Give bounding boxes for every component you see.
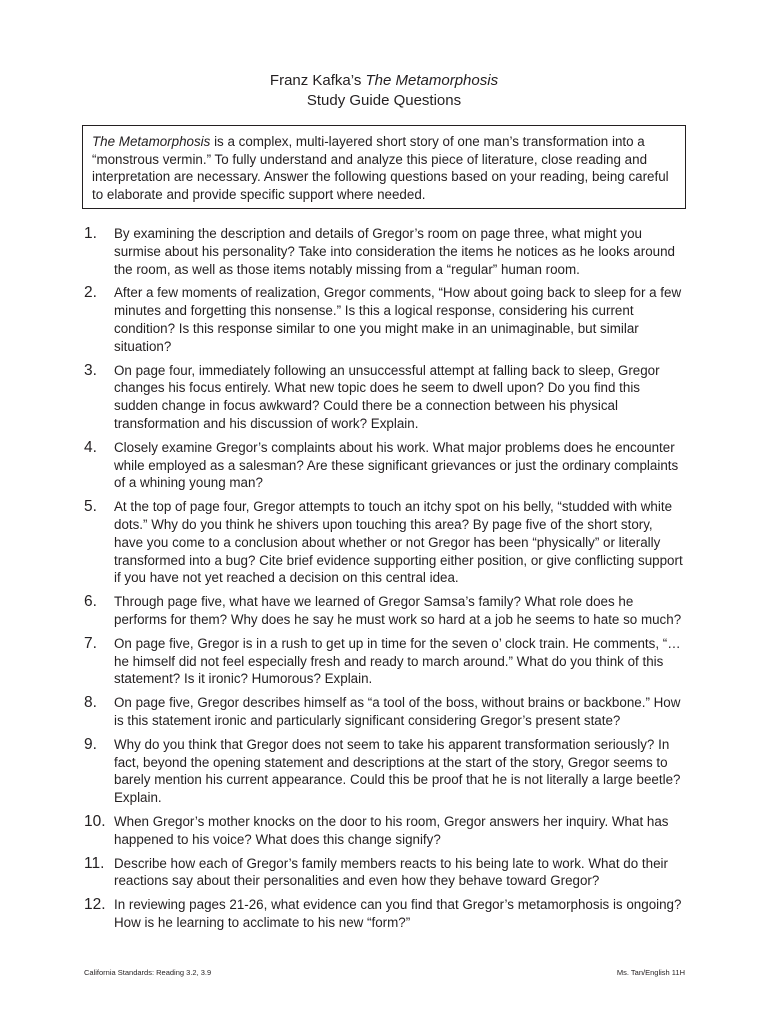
intro-work-title: The Metamorphosis <box>92 134 211 149</box>
question-text: Describe how each of Gregor’s family members reacts to his being late to work. What do their reactions say about their personalities and even how they behave toward Gregor? <box>114 855 668 889</box>
question-number: 8. <box>84 694 97 712</box>
footer-standards: California Standards: Reading 3.2, 3.9 <box>84 968 212 977</box>
question-text: When Gregor’s mother knocks on the door to his room, Gregor answers her inquiry. What has happened to his voice? What does this change signify? <box>114 813 669 847</box>
question-item <box>84 896 684 932</box>
intro-text: is a complex, multi-layered short story of one man’s transformation into a “monstrous vermin.” To fully understand and analyze this piece of literature, close reading and interpretation are necessary. Answer the following questions based on your reading, being careful to elaborate and provide specific support where needed. <box>92 134 669 202</box>
page-subtitle: Study Guide Questions <box>306 92 462 109</box>
question-text: On page four, immediately following an unsuccessful attempt at falling back to sleep, Gregor changes his focus entirely. What new topic does he seem to dwell upon? Do you find this sudden change in focus awkward? Could there be a connection between his physical transformation and his discussion of work? Explain. <box>114 362 660 431</box>
question-number: 12. <box>84 896 106 914</box>
question-text: On page five, Gregor is in a rush to get up in time for the seven o’ clock train. He comments, “…he himself did not feel especially fresh and ready to march around.” What do you think of this statement? Is it ironic? Humorous? Explain. <box>114 635 681 687</box>
intro-box <box>82 125 686 209</box>
question-item <box>84 694 684 730</box>
question-text: By examining the description and details of Gregor’s room on page three, what might you surmise about his personality? Take into consideration the items he notices as he looks around the room, as well as those items notably missing from a “regular” human room. <box>114 226 675 277</box>
question-text: At the top of page four, Gregor attempts to touch an itchy spot on his belly, “studded with white dots.” Why do you think he shivers upon touching this area? By page five of the short story, have you come to a conclusion about whether or not Gregor has been “physically” or literally transformed into a bug? Cite brief evidence supporting either position, or give conflicting support if you have not yet reached a decision on this central idea. <box>114 499 683 586</box>
question-item <box>84 593 684 629</box>
question-text: After a few moments of realization, Gregor comments, “How about going back to sleep for a few minutes and forgetting this nonsense.” Is this a logical response, considering his current condition? Is this response similar to one you might make in an unimaginable, but similar situation? <box>114 285 682 354</box>
question-number: 5. <box>84 498 97 516</box>
question-item <box>84 362 684 433</box>
question-number: 10. <box>84 812 106 830</box>
question-number: 11. <box>84 854 105 872</box>
question-number: 2. <box>84 284 97 302</box>
question-number: 1. <box>84 225 97 242</box>
footer-teacher: Ms. Tan/English 11H <box>616 968 685 977</box>
title-prefix: Franz Kafka’s <box>269 72 366 89</box>
question-item <box>84 225 684 278</box>
question-item <box>84 439 684 492</box>
question-text: On page five, Gregor describes himself as “a tool of the boss, without brains or backbone.” How is this statement ironic and particularly significant considering Gregor’s present state? <box>114 695 681 728</box>
page-title <box>0 71 768 91</box>
question-text: Through page five, what have we learned of Gregor Samsa’s family? What role does he performs for them? Why does he say he must work so hard at a job he seems to hate so much? <box>114 594 682 627</box>
question-number: 4. <box>84 438 97 456</box>
question-number: 7. <box>84 634 97 652</box>
question-item <box>84 284 684 355</box>
question-text: Why do you think that Gregor does not seem to take his apparent transformation seriously? In fact, beyond the opening statement and descriptions at the start of the story, Gregor seems to barely mention his current appearance. Could this be proof that he is not literally a large beetle? Explain. <box>114 736 681 806</box>
question-item <box>84 855 684 891</box>
question-text: In reviewing pages 21-26, what evidence can you find that Gregor’s metamorphosis is ongoing? How is he learning to acclimate to his new “form?” <box>114 897 682 930</box>
question-number: 6. <box>84 593 97 611</box>
question-item <box>84 813 684 849</box>
question-number: 9. <box>84 735 97 753</box>
question-item <box>84 635 684 688</box>
question-text: Closely examine Gregor’s complaints about his work. What major problems does he encounter while employed as a salesman? Are these significant grievances or just the ordinary complaints of a whining young man? <box>114 439 679 491</box>
question-item <box>84 498 684 587</box>
question-list <box>84 225 684 938</box>
question-number: 3. <box>84 361 97 379</box>
question-item <box>84 736 684 807</box>
title-work: The Metamorphosis <box>365 72 499 89</box>
